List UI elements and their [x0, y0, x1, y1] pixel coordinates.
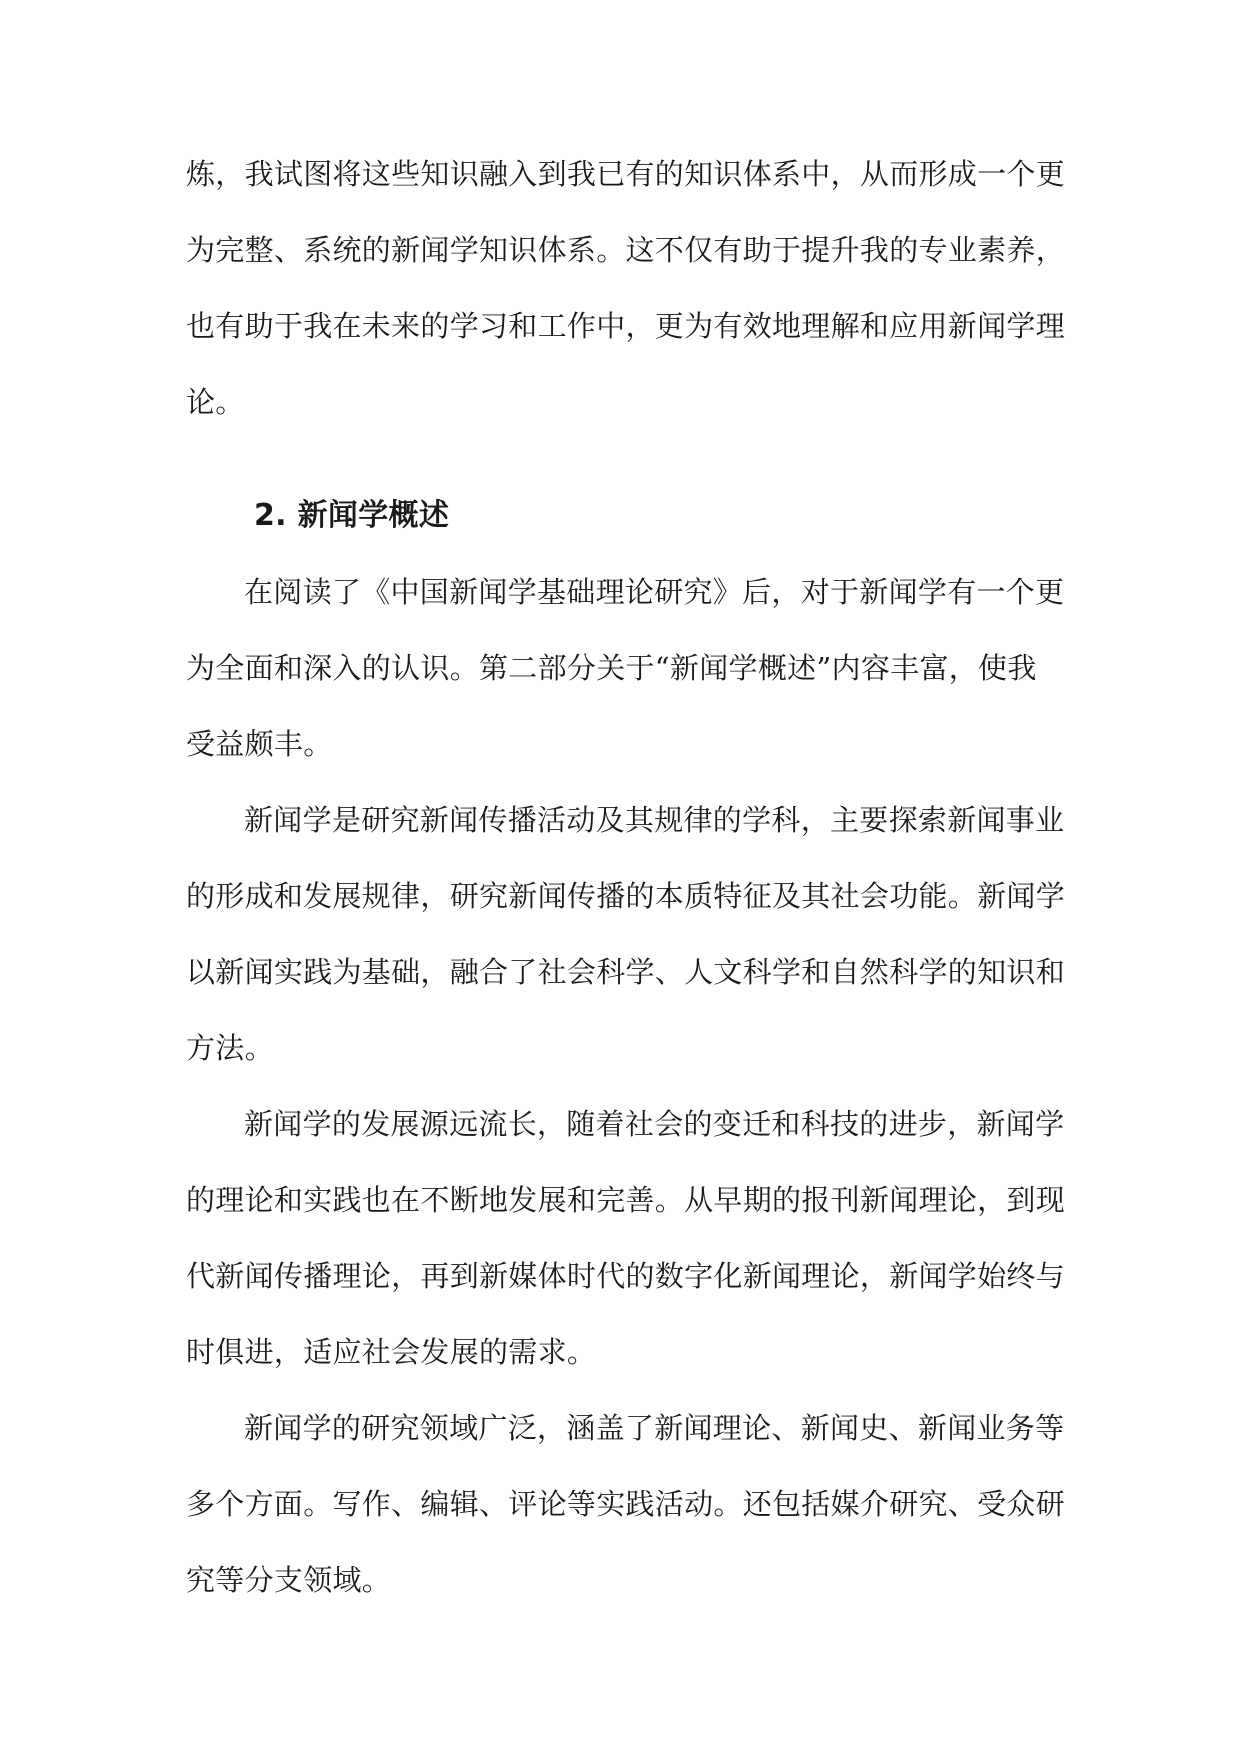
- paragraph: [186, 782, 1066, 1086]
- text-line: 在阅读了《中国新闻学基础理论研究》后，对于新闻学有一个更: [244, 575, 1065, 609]
- text-line: 以新闻实践为基础，融合了社会科学、人文科学和自然科学的知识和: [186, 955, 1066, 989]
- text-line: 新闻学是研究新闻传播活动及其规律的学科，主要探索新闻事业: [244, 803, 1065, 837]
- text-line: 新闻学的发展源远流长，随着社会的变迁和科技的进步，新闻学: [244, 1107, 1065, 1141]
- paragraph: [186, 1390, 1066, 1618]
- paragraph: [186, 1086, 1066, 1390]
- text-line: 受益颇丰。: [186, 727, 333, 761]
- text-line: 多个方面。写作、编辑、评论等实践活动。还包括媒介研究、受众研: [186, 1487, 1066, 1521]
- text-line: 炼，我试图将这些知识融入到我已有的知识体系中，从而形成一个更: [186, 157, 1066, 191]
- text-line: 论。: [186, 385, 245, 419]
- spacer: [186, 440, 1056, 478]
- text-line: 究等分支领域。: [186, 1563, 392, 1597]
- paragraph: [186, 554, 1065, 782]
- text-line: 方法。: [186, 1031, 274, 1065]
- text-line: 为全面和深入的认识。第二部分关于“新闻学概述”内容丰富，使我: [186, 651, 1037, 685]
- section-heading: 2. 新闻学概述: [254, 498, 450, 533]
- document-body: [186, 136, 1066, 1618]
- text-line: 为完整、系统的新闻学知识体系。这不仅有助于提升我的专业素养，: [186, 233, 1066, 267]
- text-line: 代新闻传播理论，再到新媒体时代的数字化新闻理论，新闻学始终与: [186, 1259, 1066, 1293]
- text-line: 的形成和发展规律，研究新闻传播的本质特征及其社会功能。新闻学: [186, 879, 1066, 913]
- intro-paragraph: [186, 136, 1066, 440]
- text-line: 时俱进，适应社会发展的需求。: [186, 1335, 597, 1369]
- text-line: 的理论和实践也在不断地发展和完善。从早期的报刊新闻理论，到现: [186, 1183, 1066, 1217]
- text-line: 新闻学的研究领域广泛，涵盖了新闻理论、新闻史、新闻业务等: [244, 1411, 1065, 1445]
- text-line: 也有助于我在未来的学习和工作中，更为有效地理解和应用新闻学理: [186, 309, 1066, 343]
